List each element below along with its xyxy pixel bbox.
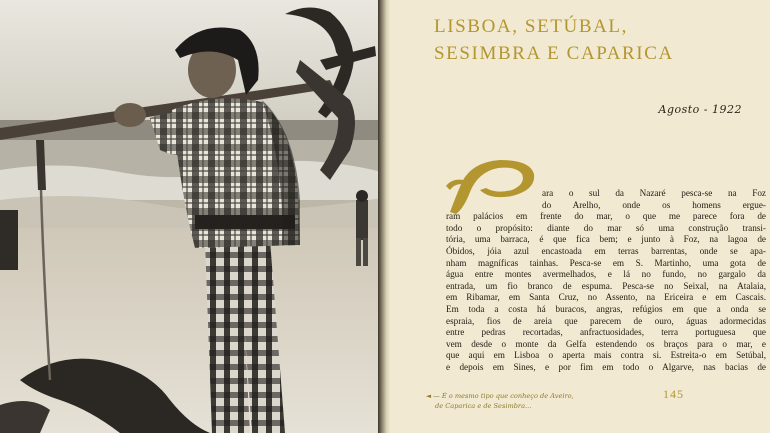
- body-line: entrada, um fio branco de espuma. Pesca-se no Seixal, na Atalaia,: [446, 280, 766, 291]
- chapter-title-line: SESIMBRA E CAPARICA: [434, 43, 674, 64]
- body-line: entre pedras recortadas, anfractuosidades, terra portuguesa que: [446, 327, 766, 338]
- chapter-title: [434, 13, 754, 67]
- body-line: Em toda a costa há buracos, angras, refúgios em que a onda se: [446, 303, 766, 314]
- chapter-date: Agosto - 1922: [658, 103, 742, 116]
- body-line: ara o sul da Nazaré pesca-se na Foz: [542, 188, 766, 198]
- body-line: todo o propósito: diante do mar só uma construção transi-: [446, 222, 766, 233]
- body-line: e depois em Sines, e por fim em todo o Algarve, nas bacias de: [446, 361, 766, 372]
- body-line: tória, uma barraca, é que fica bem; e junto à Foz, na lagoa de: [446, 234, 766, 245]
- drop-cap-letter: P: [492, 191, 494, 193]
- text-page: [390, 0, 770, 433]
- body-line: Óbidos, jóia azul encastoada em terras barrentas, onde se apa-: [446, 245, 766, 256]
- page-number: 145: [663, 387, 684, 401]
- fisherman-photo: [0, 0, 382, 433]
- body-line: que aqui em Lisboa o aperta mais contra si. Estreita-o em Setúbal,: [446, 350, 766, 361]
- body-line: vem desde o monte da Gelfa estendendo os braços para o mar, e: [446, 338, 766, 349]
- body-line: ram palácios em frente do mar, o que me parece fora de: [446, 211, 766, 222]
- body-line: em Ribamar, em Santa Cruz, no Assento, na Ericeira e em Cascais.: [446, 292, 766, 303]
- chapter-title-line: LISBOA, SETÚBAL,: [434, 16, 628, 37]
- body-text: [446, 188, 766, 374]
- book-gutter: [378, 0, 390, 433]
- body-line: água entre montes avermelhados, e lá no fundo, no gargalo da: [446, 269, 766, 280]
- photo-page: [0, 0, 382, 433]
- caption-line: ◄ — É o mesmo tipo que conheço de Aveiro,: [426, 392, 574, 400]
- photo-caption: [426, 391, 646, 411]
- body-line: do Arelho, onde os homens ergue-: [542, 199, 766, 210]
- body-line: nham magníficas tainhas. Pesca-se em S. Martinho, uma gota de: [446, 257, 766, 268]
- body-line: espraia, fios de areia que parecem de ouro, águas adormecidas: [446, 315, 766, 326]
- caption-line: de Caparica e de Sesimbra...: [435, 402, 532, 410]
